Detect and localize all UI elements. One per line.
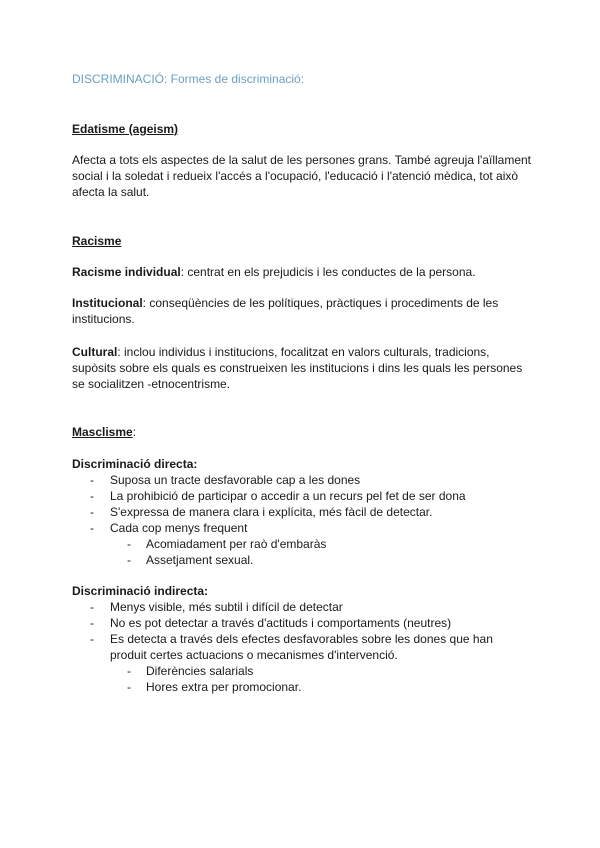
masclisme-heading-suffix: : <box>132 425 137 439</box>
paragraph-edatisme <box>72 152 532 200</box>
cultural-text: : inclou individus i institucions, focalitzat en valors culturals, tradicions, supòsits sobre els quals es construeixen les institucions i dins les quals les persones se socialitzen -etnocentrisme. <box>72 345 523 391</box>
list-indirecta <box>72 599 532 663</box>
edatisme-text: Afecta a tots els aspectes de la salut de les persones grans. També agreuja l'aïllament social i la soledat i redueix l'accés a l'ocupació, l'educació i l'atenció mèdica, tot això afecta la salut. <box>72 153 531 199</box>
term-cultural: Cultural <box>72 345 118 359</box>
paragraph-institucional <box>72 295 532 327</box>
list-item: - Suposa un tracte desfavorable cap a les dones <box>72 472 532 488</box>
list-item: - Es detecta a través dels efectes desfavorables sobre les dones que han produit certes actuacions o mecanismes d'intervenció. <box>72 631 532 663</box>
subsection-title-indirecta: Discriminació indirecta: <box>72 584 209 598</box>
list-item: - La prohibició de participar o accedir a un recurs pel fet de ser dona <box>72 488 532 504</box>
sublist-item: - Assetjament sexual. <box>72 552 532 568</box>
racisme-individual-text: : centrat en els prejudicis i les conductes de la persona. <box>180 265 476 279</box>
sublist-indirecta <box>72 663 532 695</box>
list-item: - No es pot detectar a través d'actituds i comportaments (neutres) <box>72 615 532 631</box>
section-masclisme <box>72 424 532 440</box>
section-heading-edatisme: Edatisme (ageism) <box>72 122 179 136</box>
section-racisme <box>72 233 532 249</box>
list-item: - Menys visible, més subtil i difícil de detectar <box>72 599 532 615</box>
institucional-text: : conseqüències de les polítiques, pràctiques i procediments de les institucions. <box>72 296 499 326</box>
sublist-item: - Diferències salarials <box>72 663 532 679</box>
sublist-directa <box>72 536 532 568</box>
subsection-discriminacio-indirecta <box>72 583 532 695</box>
sublist-item: - Hores extra per promocionar. <box>72 679 532 695</box>
section-heading-masclisme: Masclisme <box>72 425 133 439</box>
list-item: - Cada cop menys frequent <box>72 520 532 536</box>
paragraph-racisme-individual <box>72 264 532 280</box>
term-institucional: Institucional <box>72 296 143 310</box>
subsection-discriminacio-directa <box>72 456 532 568</box>
term-racisme-individual: Racisme individual <box>72 265 181 279</box>
section-edatisme <box>72 121 532 137</box>
list-directa <box>72 472 532 536</box>
sublist-item: - Acomiadament per raò d'embaràs <box>72 536 532 552</box>
list-item: - S'expressa de manera clara i explícita, més fàcil de detectar. <box>72 504 532 520</box>
subsection-title-directa: Discriminació directa: <box>72 457 198 471</box>
section-heading-racisme: Racisme <box>72 234 122 248</box>
document-title: DISCRIMINACIÓ: Formes de discriminació: <box>72 72 305 86</box>
paragraph-cultural <box>72 344 532 392</box>
